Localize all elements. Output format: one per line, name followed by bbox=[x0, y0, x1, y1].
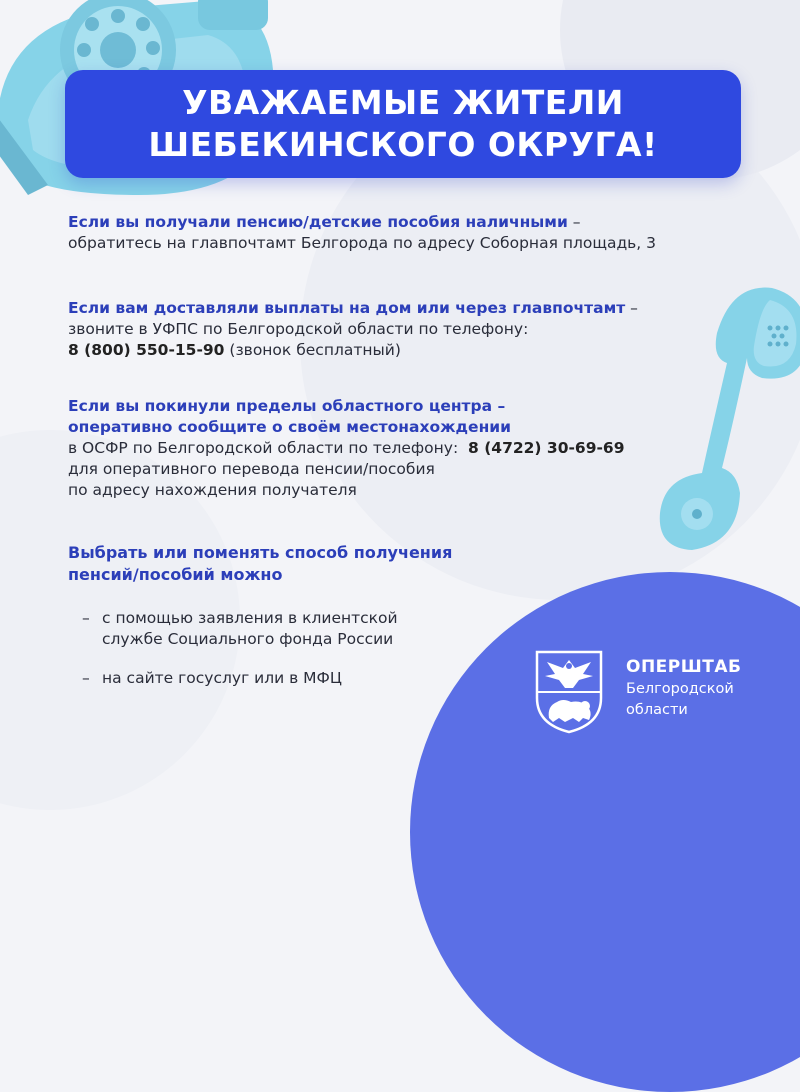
list-item-text: на сайте госуслуг или в МФЦ bbox=[102, 669, 342, 687]
list-item-text: с помощью заявления в клиентской bbox=[102, 609, 398, 627]
block-text: в ОСФР по Белгородской области по телефону: bbox=[68, 439, 459, 457]
block-text: звоните в УФПС по Белгородской области по телефону: bbox=[68, 320, 529, 338]
bullet-dash: – bbox=[82, 669, 90, 687]
phone-note: (звонок бесплатный) bbox=[224, 341, 401, 359]
list-item bbox=[82, 608, 398, 650]
options-list bbox=[82, 608, 398, 707]
block-text: для оперативного перевода пенсии/пособия bbox=[68, 460, 435, 478]
block-highlight: пенсий/пособий можно bbox=[68, 565, 283, 584]
block-highlight: Если вы покинули пределы областного центра – bbox=[68, 397, 506, 415]
dash-text: – bbox=[625, 299, 638, 317]
brand-title: ОПЕРШТАБ bbox=[626, 657, 742, 677]
block-highlight: Если вы получали пенсию/детские пособия наличными bbox=[68, 213, 568, 231]
bullet-dash: – bbox=[82, 609, 90, 627]
title-line-2: ШЕБЕКИНСКОГО ОКРУГА! bbox=[148, 125, 658, 164]
block-text: по адресу нахождения получателя bbox=[68, 481, 357, 499]
block-highlight: Выбрать или поменять способ получения bbox=[68, 543, 453, 562]
block-highlight: оперативно сообщите о своём местонахождении bbox=[68, 418, 511, 436]
block-text: обратитесь на главпочтамт Белгорода по адресу Соборная площадь, 3 bbox=[68, 234, 657, 252]
brand-subtitle: Белгородской bbox=[626, 681, 734, 697]
info-block-relocation bbox=[68, 396, 625, 501]
belgorod-emblem-icon bbox=[533, 648, 605, 734]
phone-number: 8 (4722) 30-69-69 bbox=[468, 439, 625, 457]
info-block-choose bbox=[68, 542, 452, 586]
brand-subtitle: области bbox=[626, 702, 688, 718]
list-item bbox=[82, 668, 398, 689]
title-line-1: УВАЖАЕМЫЕ ЖИТЕЛИ bbox=[182, 83, 624, 122]
title-banner bbox=[65, 70, 741, 178]
dash-text: – bbox=[567, 213, 581, 231]
brand-block bbox=[626, 655, 741, 721]
list-item-text: службе Социального фонда России bbox=[102, 630, 394, 648]
block-highlight: Если вам доставляли выплаты на дом или через главпочтамт bbox=[68, 299, 626, 317]
phone-number: 8 (800) 550-15-90 bbox=[68, 341, 225, 359]
brand-circle bbox=[410, 572, 800, 1092]
info-block-delivery bbox=[68, 298, 638, 361]
info-block-cash bbox=[68, 212, 656, 254]
phone-handset-icon bbox=[652, 278, 800, 558]
